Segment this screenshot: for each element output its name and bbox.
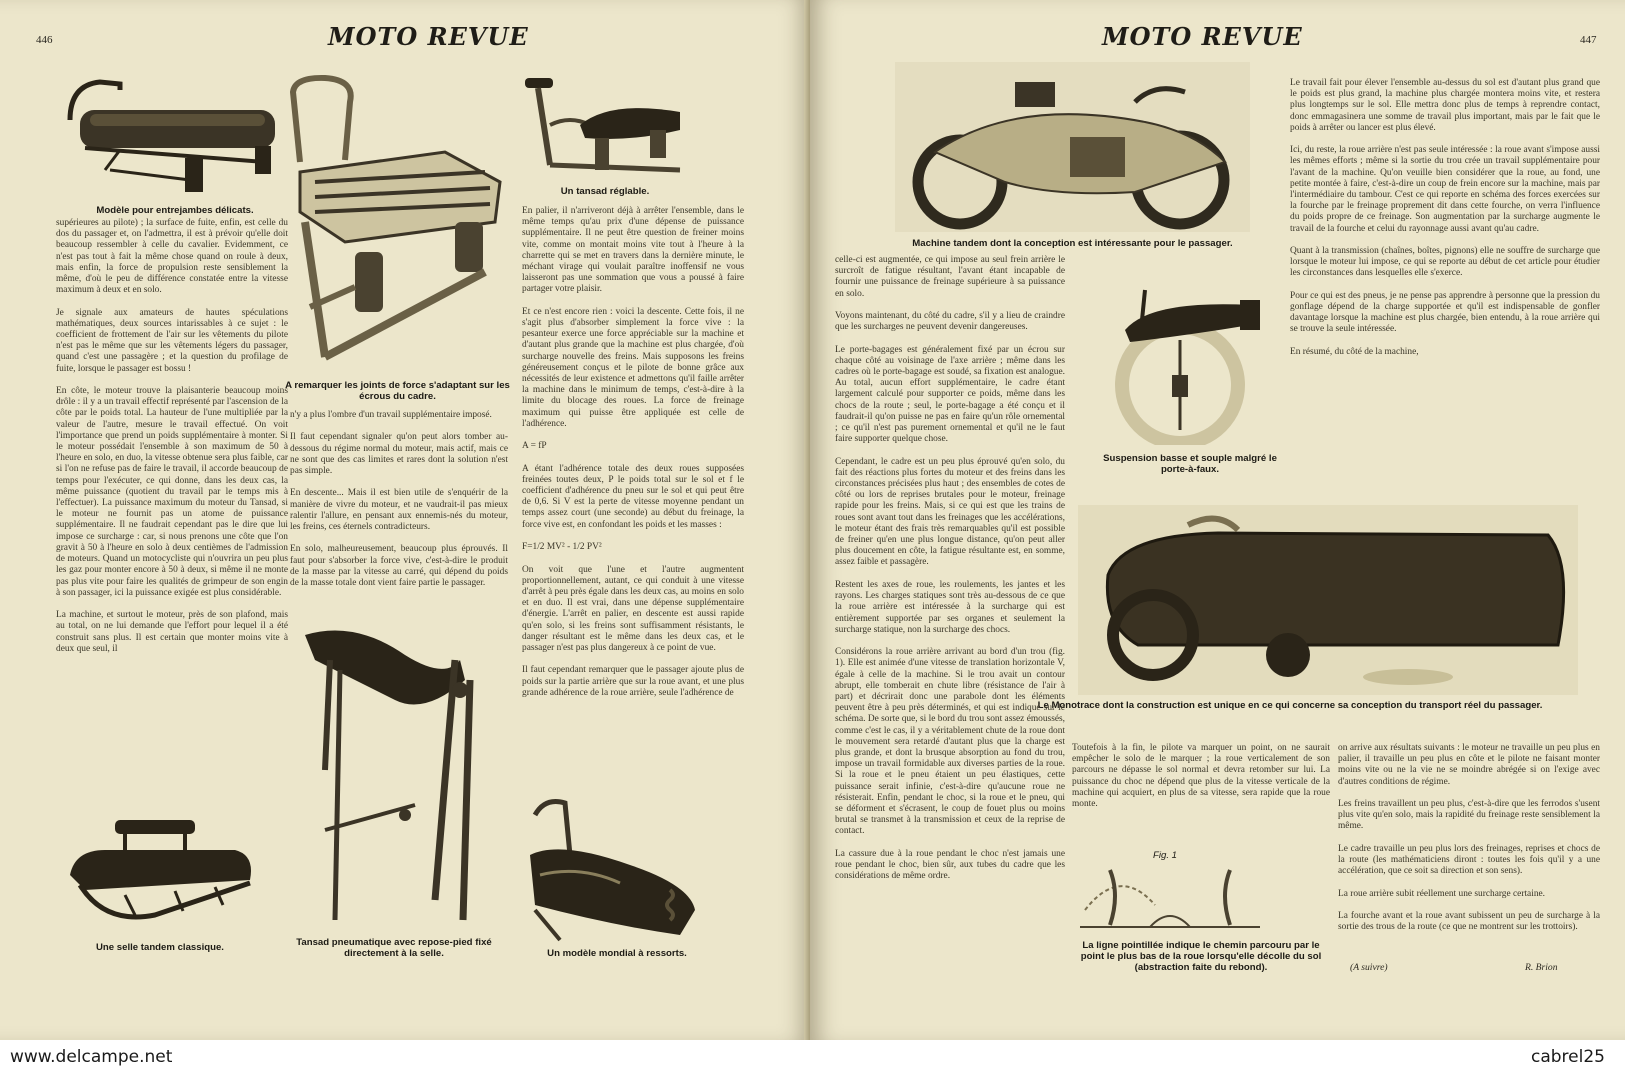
figure-label: Fig. 1 bbox=[1153, 850, 1177, 861]
footer-website: www.delcampe.net bbox=[10, 1047, 173, 1067]
masthead-left: MOTO REVUE bbox=[328, 22, 529, 51]
monotrace-photo bbox=[1078, 505, 1578, 695]
caption-modele-entrejambes: Modèle pour entrejambes délicats. bbox=[96, 205, 254, 216]
machine-tandem-photo bbox=[895, 62, 1250, 232]
page-number-left: 446 bbox=[36, 34, 53, 46]
caption-machine-tandem: Machine tandem dont la conception est intéressante pour le passager. bbox=[912, 238, 1233, 249]
page-number-right: 447 bbox=[1580, 34, 1597, 46]
left-page bbox=[0, 0, 810, 1040]
caption-modele-mondial: Un modèle mondial à ressorts. bbox=[547, 948, 687, 959]
tansad-pneumatique-illustration bbox=[285, 620, 500, 930]
caption-tansad-pneumatique: Tansad pneumatique avec repose-pied fixé directement à la selle. bbox=[296, 937, 492, 959]
footer-bar bbox=[0, 1040, 1625, 1075]
caption-tansad-reglable: Un tansad réglable. bbox=[560, 186, 650, 197]
classic-tandem-saddle-illustration bbox=[65, 815, 260, 940]
rack-seat-illustration bbox=[285, 72, 510, 377]
to-be-continued: (A suivre) bbox=[1350, 962, 1388, 973]
article-column-2: n'y a plus l'ombre d'un travail supplémentaire imposé. Il faut cependant signaler qu'on peut alors tomber au-dessous du régime normal du moteur, mais actif, mais ce ne sont que des cas limites et rares dont la solution n'est pas simple. En descente... Mais il est bien utile de s'enquérir de la manière de vivre du moteur, et ne vaudrait-il pas mieux ralentir l'allure, en pensant aux ennemis-nés du moteur, les freins, ces éternels contradicteurs. En solo, malheureusement, beaucoup plus éprouvés. Il faut pour s'absorber la force vive, c'est-à-dire le produit de la masse par la vitesse au carré, qui dépend du poids de la masse totale dont vient faire partie le passager. bbox=[290, 410, 508, 589]
masthead-right: MOTO REVUE bbox=[1102, 22, 1303, 51]
suspension-basse-photo bbox=[1100, 280, 1280, 445]
caption-monotrace: Le Monotrace dont la construction est unique en ce qui concerne sa conception du transport réel du passager. bbox=[1037, 700, 1543, 711]
article-column-6: Toutefois à la fin, le pilote va marquer un point, on ne saurait empêcher le solo de le marquer ; la roue verticalement de son parcours ne dépasse le sol normal et devra retomber sur lui. La puissance du choc ne dépend que plus de la vitesse verticale de la machine qui acquiert, en plus de sa vitesse, sera rapide que la roue monte. bbox=[1072, 743, 1330, 810]
modele-mondial-ressorts-illustration bbox=[520, 795, 710, 945]
caption-joints-de-force: A remarquer les joints de force s'adaptant sur les écrous du cadre. bbox=[285, 380, 510, 402]
article-column-4: celle-ci est augmentée, ce qui impose au seul frein arrière le surcroît de fatigue résultant, l'avant étant incapable de fournir une puissance de freinage supérieure à sa puissance en solo. Voyons maintenant, du côté du cadre, s'il y a lieu de craindre que les surcharges ne peuvent devenir dangereuses. Le porte-bagages est généralement fixé par un écrou sur chaque côté au voisinage de l'axe arrière ; même dans les cadres où le porte-bagage est soudé, sa fixation est analogue. Au total, aucun effort supplémentaire, le cadre étant largement calculé pour supporter ce poids, même dans les chocs de la route ; seul, le porte-bagage a été conçu et il faudrait-il qu'on puisse ne pas en faire qu'un rôle ornemental ; ce qu'il n'est pas purement ornemental et qu'il ne le faut faire supporter quelque chose. Cependant, le cadre est un peu plus éprouvé qu'en solo, du fait des réactions plus fortes du moteur et des freins dans les circonstances précisées plus haut ; des ensembles de cotes de côté ou lors de reprises brutales pour le moteur, freinage rapide pour les freins. Mais, si ce qui est que les trains de roues sont avant tout dans les freinages que les accélérations, le moteur étant des frais très remarquables qu'il est possible de freiner qu'en une plus longue distance, qu'on peut aller plus doucement en côte, la fatigue résultante est, en somme, assez faible et passagère. Restent les axes de roue, les roulements, les jantes et les rayons. Les charges statiques sont très au-dessous de ce que la roue arrière est intéressée à la surcharge qui est entièrement supportée par ses organes et seulement la surcharge statique, non la surcharge des chocs. Considérons la roue arrière arrivant au bord d'un trou (fig. 1). Elle est animée d'une vitesse de translation horizontale V, égale à celle de la machine. Si le trou avait un contour abrupt, elle tomberait en chute libre (résistance de l'air à part) et décrirait donc une parabole dont les éléments peuvent être à peu près déterminés, et qui est indiqué sur le schéma. De sorte que, si le bord du trou sont assez émoussés, comme c'est le cas, il y a véritablement chute de la roue dont le mouvement sera retardé d'autant plus que la charge est plus grande, et dont la brusque absorption au fond du trou, impose un travail formidable aux diverses parties de la roue. Si la roue et le pneu étaient un peu élastiques, cette puissance serait infinie, c'est-à-dire qu'aucune roue ne résisterait. Enfin, pendant le choc, si la roue et le pneu, qui se déforment et s'écrasent, le coup de fouet plus ou moins brutal se transmet à la transmission et ceux de la reprise de contact. La cassure due à la roue pendant le choc n'est jamais une roue pendant le choc, bien sûr, aux tubes du cadre que les considérations de même ordre. bbox=[835, 255, 1065, 882]
article-column-7: on arrive aux résultats suivants : le moteur ne travaille un peu plus en palier, il travaille un peu plus en côte et le pilote ne faisant monter moins vite ou ne la vie ne se moindre abrégée si on l'exige avec d'autres conditions de régime. Les freins travaillent un peu plus, c'est-à-dire que les ferrodos s'usent plus vite qu'en solo, mais la rapidité du freinage reste sensiblement la même. Le cadre travaille un peu plus lors des freinages, reprises et chocs de la route (les mathématiciens diront : toutes les fois qu'il y a une accélération, que ce soit sa direction et son sens). La roue arrière subit réellement une surcharge certaine. La fourche avant et la roue avant subissent un peu de surcharge à la sortie des trous de la route (ce que ne montrent sur les trottoirs). bbox=[1338, 743, 1600, 933]
right-page bbox=[810, 0, 1625, 1040]
figure-1-diagram bbox=[1080, 865, 1260, 935]
saddle-entrejambes-illustration bbox=[60, 70, 290, 200]
footer-seller: cabrel25 bbox=[1531, 1047, 1605, 1067]
caption-selle-tandem-classique: Une selle tandem classique. bbox=[96, 942, 224, 953]
author-signature: R. Brion bbox=[1525, 962, 1558, 973]
article-column-3: En palier, il n'arriveront déjà à arrêter l'ensemble, dans le même temps qu'au prix d'une dépense de puissance supplémentaire. Il ne peut être question de freiner moins vite, comme on montait moins vite tout à l'heure à la charrette qui se met en travers dans la dernière minute, le méchant virage qui voulait paraître inoffensif ne vous laisseront pas une sommation que vous a poussé à faire partager votre plaisir. Et ce n'est encore rien : voici la descente. Cette fois, il ne s'agit plus d'absorber simplement la force vive : la pesanteur exerce une force appréciable sur la machine et d'autant plus grande que la machine est plus chargée, d'où surcharge nouvelle des freins. Mais supposons les freins généreusement conçus et le pilote de bonne grâce aux nécessités de leur existence et admettons qu'il faille arrêter la machine dans le minimum de temps, c'est-à-dire à la limite du blocage des roues. La force de freinage maximum qui puisse être appliquée est celle de l'adhérence. A = fP A étant l'adhérence totale des deux roues supposées freinées toutes deux, P le poids total sur le sol et f le coefficient d'adhérence du pneu sur le sol et qui peut être de 0,6. Si V est la perte de vitesse moyenne pendant un temps assez court (une seconde) au début du freinage, la force vive est, en confondant les poids et les masses : F=1/2 MV² - 1/2 PV² On voit que l'une et l'autre augmentent proportionnellement, autant, ce qui conduit à une vitesse d'arrêt à peu près égale dans les deux cas, au moins en solo et en duo. Il est vrai, dans une dépense supplémentaire d'énergie. L'arrêt en palier, en descente est aussi rapide qu'en solo, si les freins sont suffisamment résistants, le danger résultant est le même dans les deux cas, et le passager n'est pas plus dangereux à ce point de vue. Il faut cependant remarquer que le passager ajoute plus de poids sur la partie arrière que sur la roue avant, et une plus grande adhérence de la roue arrière, seule l'adhérence de bbox=[522, 206, 744, 698]
article-column-1: supérieures au pilote) ; la surface de fuite, enfin, est celle du dos du passager et, on l'admettra, il est à prévoir qu'elle doit beaucoup ressembler à celle du cavalier. Evidemment, ce n'est pas tout à fait la même chose quand on roule à deux, mais enfin, la force de propulsion reste sensiblement la même, d'où le peu de différence constatée entre la vitesse maximum à deux et en solo. Je signale aux amateurs de hautes spéculations mathématiques, deux sources intarissables à ce sujet : le coefficient de frottement de l'air sur les vêtements du pilote n'est pas le même que sur les vêtements légers du passager, quand c'est une passagère ; et la question du profilage de fuite, lorsque le passager est bossu ! En côte, le moteur trouve la plaisanterie beaucoup moins drôle : il y a un travail effectif représenté par l'ascension de la côte par le poids total. La hauteur de l'une multipliée par la valeur de l'autre, mesure le travail effectué. On voit l'importance que prend un poids supplémentaire à monter. Si le moteur possédait l'ensemble à son maximum de 50 à l'heure en solo, en duo, la vitesse obtenue sera plus faible, car si l'on ne refuse pas de faire le travail, il accorde beaucoup de temps pour l'exécuter, ce qui donne, dans les deux cas, la même puissance (quotient du travail par le temps mis à l'effectuer). La puissance maximum du moteur du Tansad, si le moteur ne fournit pas un atome de puissance supplémentaire. Il ne faudrait cependant pas le dire que lui impose ce surcharge : car, si nous prenons une côte que l'on gravit à 50 à l'heure en solo à deux centièmes de l'admission de moteurs. Quand un motocycliste qui n'ouvrira un peu plus les gaz pour monter encore à 50 à deux, si même il ne monte pas plus vite pour faire les qualités de grimpeur de son engin à son passager, ici la puissance exigée est plus considérable. La machine, et surtout le moteur, près de son plafond, mais au total, on ne lui demande que l'effort pour lequel il a été construit sans plus. Il est certain que monter moins vite à deux que seul, il bbox=[56, 218, 288, 654]
caption-ligne-pointillee: La ligne pointillée indique le chemin parcouru par le point le plus bas de la roue lorsqu'elle décolle du sol (abstraction faite du rebond). bbox=[1080, 940, 1322, 973]
tansad-reglable-illustration bbox=[520, 70, 690, 180]
caption-suspension-basse: Suspension basse et souple malgré le porte-à-faux. bbox=[1103, 453, 1277, 475]
article-column-5: Le travail fait pour élever l'ensemble au-dessus du sol est d'autant plus grand que le poids est plus grand, la machine plus chargée montera moins vite, et restera plus longtemps sur le sol. Elle mettra donc plus de temps à reprendre contact, donc emmagasinera une somme de travail plus important, mais par le fait que le poids à arrêter ou lancer est plus élevé. Ici, du reste, la roue arrière n'est pas seule intéressée : la roue avant s'impose aussi les mêmes efforts ; même si la sortie du trou crée un travail supplémentaire pour l'avant de la machine. Qu'on veuille bien considérer que la roue, au fond, une petite montée à faire, c'est-à-dire un coup de frein encore sur la machine, mais par l'intermédiaire du tambour. C'est ce qui reporte en schéma des forces exercées sur la fourche par le freinage proprement dit dans cette fourche, on verra l'influence du poids propre de ce freinage. Son augmentation par la surcharge augmente le travail de la fourche et celui du rayonnage aussi avant qu'au cadre. Quant à la transmission (chaînes, boîtes, pignons) elle ne souffre de surcharge que lorsque le moteur lui impose, ce qui se reporte au début de cet article pour étudier les circonstances dans lesquelles elle s'exerce. Pour ce qui est des pneus, je ne pense pas apprendre à personne que la pression du gonflage dépend de la charge supportée et qu'il est indispensable de gonfler davantage lorsque la machine est plus chargée, bien entendu, à la roue arrière qui se trouve la seule intéressée. En résumé, du côté de la machine, bbox=[1290, 78, 1600, 357]
